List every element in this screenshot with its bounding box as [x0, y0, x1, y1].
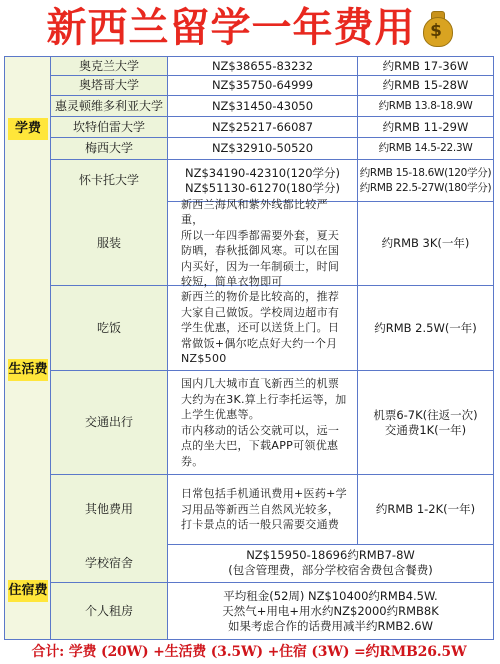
expense-description: 国内几大城市直飞新西兰的机票 大约为在3K.算上行李托运等，加 上学生优惠等。 市内移动的话公交就可以，远一 点的坐大巴，下载APP可领优惠 券。 [168, 371, 358, 474]
living-category-cell [5, 201, 51, 544]
fee-nzd [168, 160, 358, 201]
page-title-text: 新西兰留学一年费用 [46, 4, 416, 51]
fee-rmb-180: 约RMB 22.5-27W(180学分) [359, 181, 492, 194]
dorm-cost: NZ$15950-18696约RMB7-8W [246, 548, 415, 562]
housing-type: 个人租房 [51, 583, 168, 639]
table-row [51, 286, 493, 371]
fee-nzd: NZ$32910-50520 [168, 138, 358, 159]
housing-category-cell [5, 544, 51, 639]
fee-nzd-120: NZ$34190-42310(120学分) [184, 165, 341, 180]
expense-description: 新西兰的物价是比较高的，推荐 大家自己做饭。学校周边超市有 学生优惠，还可以送货上门。日 常做饭+偶尔吃点好大约一个月 NZ$500 [168, 286, 358, 370]
utilities-cost: 天然气+用电+用水约NZ$2000约RMB8K [222, 603, 439, 618]
university-name: 梅西大学 [51, 138, 168, 159]
university-name: 怀卡托大学 [51, 160, 168, 201]
housing-cost [168, 583, 493, 639]
table-row [51, 57, 493, 76]
living-category-label: 生活费 [8, 359, 48, 381]
housing-cost [168, 544, 493, 582]
expense-name: 服装 [51, 201, 168, 285]
total-summary: 合计: 学费 (20W) +生活费 (3.5W) +住宿 (3W) =约RMB26.5W [31, 644, 467, 660]
airfare-rmb: 机票6-7K(往返一次) [373, 407, 478, 422]
expense-name: 其他费用 [51, 475, 168, 544]
table-row [51, 160, 493, 201]
university-name: 惠灵顿维多利亚大学 [51, 96, 168, 116]
fee-nzd: NZ$35750-64999 [168, 76, 358, 95]
fee-rmb: 约RMB 15-28W [382, 78, 469, 92]
table-row [51, 544, 493, 583]
expense-rmb: 约RMB 1-2K(一年) [375, 502, 476, 516]
expense-name: 交通出行 [51, 371, 168, 474]
table-row [51, 76, 493, 96]
expense-rmb [358, 371, 493, 474]
fee-nzd: NZ$38655-83232 [168, 57, 358, 75]
fee-rmb [358, 160, 493, 201]
fee-rmb: 约RMB 14.5-22.3W [378, 142, 473, 154]
table-row [51, 117, 493, 138]
page-title [0, 2, 500, 54]
university-name: 坎特伯雷大学 [51, 117, 168, 137]
fee-rmb: 约RMB 17-36W [382, 58, 469, 73]
table-row [51, 583, 493, 639]
table-row [51, 138, 493, 160]
shared-rent-cost: 如果考虑合作的话费用减半约RMB2.6W [228, 618, 433, 633]
fee-nzd-180: NZ$51130-61270(180学分) [184, 180, 341, 195]
table-row [51, 371, 493, 475]
expense-description: 新西兰海风和紫外线都比较严重， 所以一年四季都需要外套，夏天 防晒，春秋抵御风寒。可以在国 内买好，因为一年制硕士，时间 较短，简单衣物即可 [168, 201, 358, 285]
rent-cost: 平均租金(52周) NZ$10400约RMB4.5W. [223, 588, 438, 603]
housing-type: 学校宿舍 [51, 544, 168, 582]
expense-rmb: 约RMB 2.5W(一年) [374, 320, 477, 335]
cost-table [4, 56, 494, 640]
table-row [51, 96, 493, 117]
expense-rmb: 约RMB 3K(一年) [381, 235, 470, 250]
tuition-category-label: 学费 [8, 118, 48, 140]
table-row [51, 197, 493, 288]
fee-nzd: NZ$31450-43050 [168, 96, 358, 116]
table-row [51, 475, 493, 544]
local-transport-rmb: 交通费1K(一年) [384, 422, 467, 437]
university-name: 奥塔哥大学 [51, 76, 168, 95]
expense-name: 吃饭 [51, 286, 168, 370]
tuition-category-cell [5, 57, 51, 201]
housing-section [5, 544, 493, 639]
university-name: 奥克兰大学 [51, 57, 168, 75]
fee-nzd: NZ$25217-66087 [168, 117, 358, 137]
dorm-note: (包含管理费，部分学校宿舍费包含餐费) [228, 563, 433, 577]
fee-rmb-120: 约RMB 15-18.6W(120学分) [359, 166, 492, 179]
living-section [5, 197, 493, 545]
housing-category-label: 住宿费 [8, 580, 48, 602]
tuition-section [5, 57, 493, 202]
money-bag-icon: $ [420, 9, 454, 45]
expense-description: 日常包括手机通讯费用+医药+学 习用品等新西兰自然风光较多， 打卡景点的话一般只需要交通费 [168, 475, 358, 544]
fee-rmb: 约RMB 13.8-18.9W [378, 99, 473, 112]
fee-rmb: 约RMB 11-29W [382, 119, 469, 134]
